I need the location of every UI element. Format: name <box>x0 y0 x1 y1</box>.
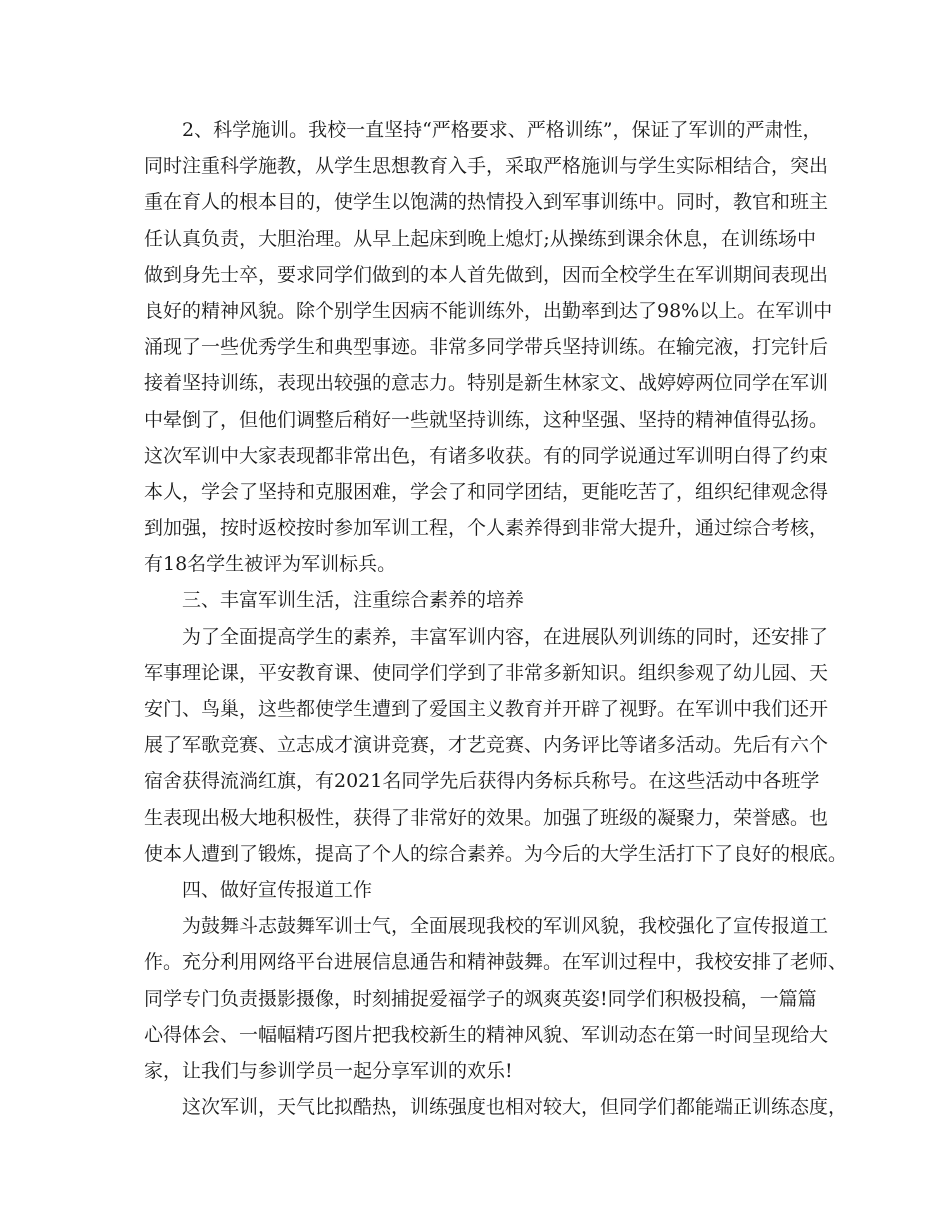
text-line: 做到身先士卒，要求同学们做到的本人首先做到，因而全校学生在军训期间表现出 <box>144 263 829 286</box>
text-line: 三、丰富军训生活，注重综合素养的培养 <box>182 589 525 612</box>
text-line: 本人，学会了坚持和克服困难，学会了和同学团结，更能吃苦了，组织纪律观念得 <box>144 480 829 503</box>
text-line: 这次军训中大家表现都非常出色，有诸多收获。有的同学说通过军训明白得了约束 <box>144 444 829 467</box>
text-line: 这次军训，天气比拟酷热，训练强度也相对较大，但同学们都能端正训练态度， <box>182 1096 848 1119</box>
text-line: 同时注重科学施教，从学生思想教育入手，采取严格施训与学生实际相结合，突出 <box>144 155 829 178</box>
text-line: 中晕倒了，但他们调整后稍好一些就坚持训练，这种坚强、坚持的精神值得弘扬。 <box>144 408 829 431</box>
text-line: 接着坚持训练，表现出较强的意志力。特别是新生林家文、战婷婷两位同学在军训 <box>144 372 829 395</box>
text-line: 展了军歌竞赛、立志成才演讲竞赛，才艺竞赛、内务评比等诸多活动。先后有六个 <box>144 734 829 757</box>
text-line: 2、科学施训。我校一直坚持“严格要求、严格训练”，保证了军训的严肃性， <box>182 119 822 141</box>
text-line: 良好的精神风貌。除个别学生因病不能训练外，出勤率到达了98%以上。在军训中 <box>144 299 833 322</box>
text-line: 涌现了一些优秀学生和典型事迹。非常多同学带兵坚持训练。在输完液，打完针后 <box>144 336 829 359</box>
text-line: 四、做好宣传报道工作 <box>182 878 373 901</box>
text-line: 为鼓舞斗志鼓舞军训士气，全面展现我校的军训风貌，我校强化了宣传报道工 <box>182 915 829 938</box>
text-line: 生表现出极大地积极性，获得了非常好的效果。加强了班级的凝聚力，荣誉感。也 <box>144 806 829 829</box>
text-line: 重在育人的根本目的，使学生以饱满的热情投入到军事训练中。同时，教官和班主 <box>144 191 829 214</box>
text-line: 到加强，按时返校按时参加军训工程，个人素养得到非常大提升，通过综合考核， <box>144 517 829 540</box>
text-line: 为了全面提高学生的素养，丰富军训内容，在进展队列训练的同时，还安排了 <box>182 625 829 648</box>
text-line: 家，让我们与参训学员一起分享军训的欢乐! <box>144 1059 513 1082</box>
text-line: 使本人遭到了锻炼，提高了个人的综合素养。为今后的大学生活打下了良好的根底。 <box>144 842 848 865</box>
document-body <box>144 112 848 1125</box>
text-line: 安门、鸟巢，这些都使学生遭到了爱国主义教育并开辟了视野。在军训中我们还开 <box>144 698 829 720</box>
text-line: 宿舍获得流淌红旗，有2021名同学先后获得内务标兵称号。在这些活动中各班学 <box>144 770 820 793</box>
text-line: 军事理论课，平安教育课、使同学们学到了非常多新知识。组织参观了幼儿园、天 <box>144 661 829 684</box>
text-line: 有18名学生被评为军训标兵。 <box>144 553 397 576</box>
text-line: 心得体会、一幅幅精巧图片把我校新生的精神风貌、军训动态在第一时间呈现给大 <box>144 1023 829 1046</box>
text-line: 同学专门负责摄影摄像，时刻捕捉爱福学子的飒爽英姿!同学们积极投稿，一篇篇 <box>144 987 817 1010</box>
text-line: 作。充分利用网络平台进展信息通告和精神鼓舞。在军训过程中，我校安排了老师、 <box>144 951 848 974</box>
text-line: 任认真负责，大胆治理。从早上起床到晚上熄灯;从操练到课余休息，在训练场中 <box>144 227 816 250</box>
